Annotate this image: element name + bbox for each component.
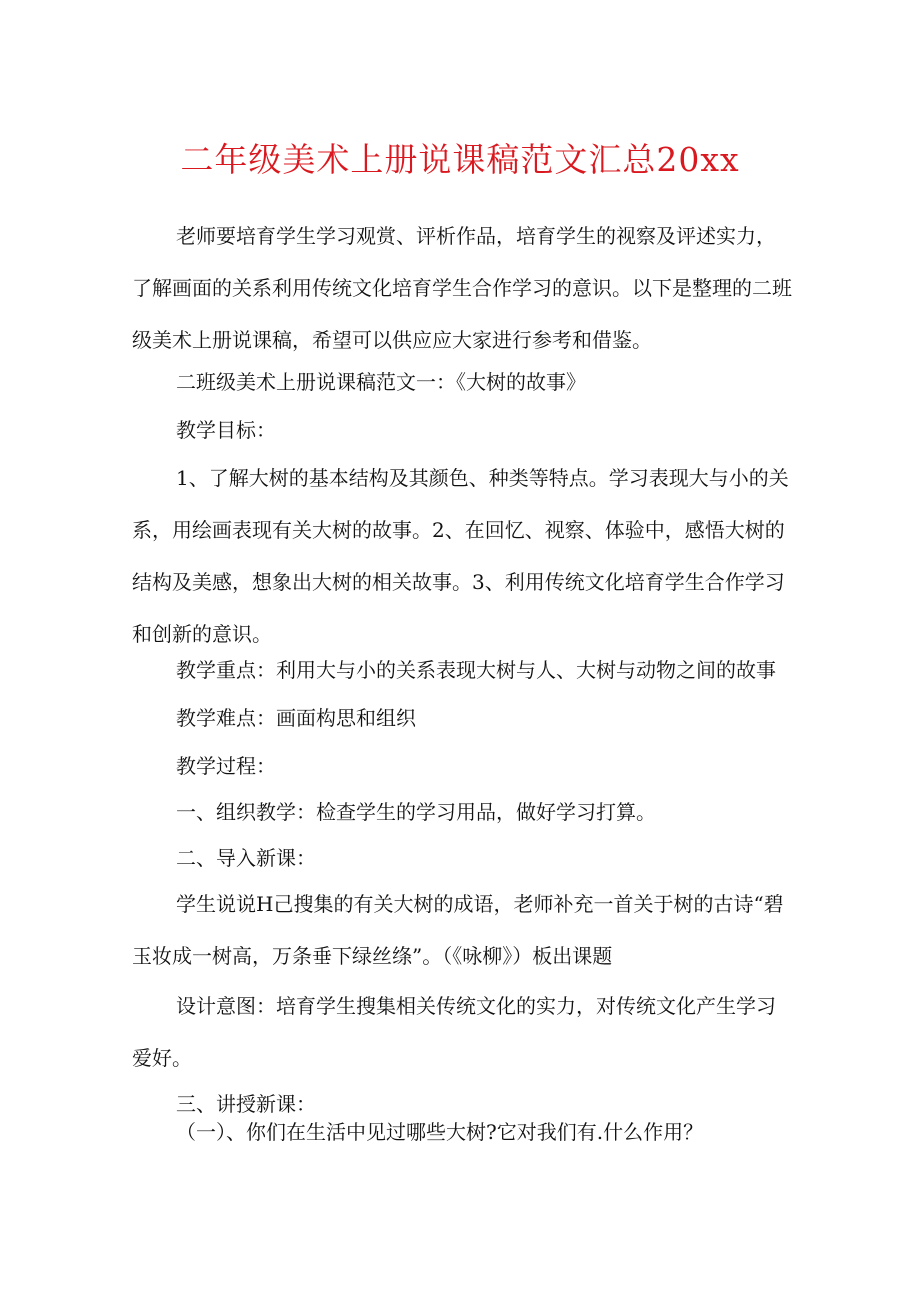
intro-line: 老师要培育学生学习观赏、评析作品，培育学生的视察及评述实力， <box>176 224 776 248</box>
process-label: 教学过程： <box>176 754 276 778</box>
objectives-paragraph <box>132 452 792 660</box>
step-two-paragraph <box>132 878 792 982</box>
section-heading: 二班级美术上册说课稿范文一：《大树的故事》 <box>176 370 586 394</box>
key-point: 教学重点：利用大与小的关系表现大树与人、大树与动物之间的故事 <box>176 658 776 682</box>
step-three: 三、讲授新课： <box>176 1092 316 1116</box>
step-two-line: 玉妆成一树高，万条垂下绿丝绦”。（《咏柳》）板出课题 <box>132 944 613 968</box>
objectives-label: 教学目标： <box>176 418 276 442</box>
difficulty: 教学难点：画面构思和组织 <box>176 706 416 730</box>
step-two-line: 学生说说H己搜集的有关大树的成语，老师补充一首关于树的古诗“碧 <box>176 892 784 916</box>
design-intent-line: 设计意图：培育学生搜集相关传统文化的实力，对传统文化产生学习 <box>176 994 776 1018</box>
step-one: 一、组织教学：检查学生的学习用品，做好学习打算。 <box>176 800 656 824</box>
document-title: 二年级美术上册说课稿范文汇总20xx <box>180 140 740 179</box>
objectives-line: 系，用绘画表现有关大树的故事。2、在回忆、视察、体验中，感悟大树的 <box>132 518 785 542</box>
intro-line: 级美术上册说课稿，希望可以供应应大家进行参考和借鉴。 <box>132 328 652 352</box>
design-intent-line: 爱好。 <box>132 1046 192 1070</box>
question-one: （一）、你们在生活中见过哪些大树?它对我们有.什么作用？ <box>176 1120 704 1144</box>
step-two: 二、导入新课： <box>176 846 316 870</box>
objectives-line: 和创新的意识。 <box>132 622 272 646</box>
objectives-line: 结构及美感，想象出大树的相关故事。3、利用传统文化培育学生合作学习 <box>132 570 785 594</box>
intro-line: 了解画面的关系利用传统文化培育学生合作学习的意识。以下是整理的二班 <box>132 276 792 300</box>
design-intent-paragraph <box>132 980 792 1084</box>
intro-paragraph <box>132 210 792 366</box>
objectives-line: 1、了解大树的基本结构及其颜色、种类等特点。学习表现大与小的关 <box>176 466 789 490</box>
